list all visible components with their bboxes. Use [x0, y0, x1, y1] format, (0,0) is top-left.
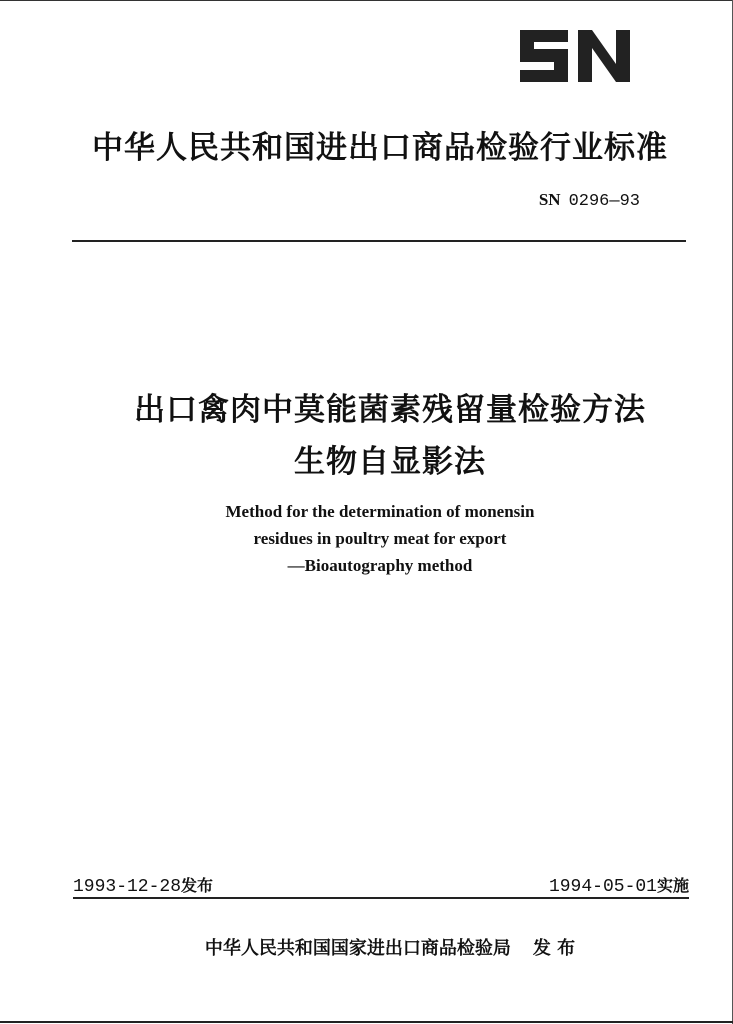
- sn-logo-icon: [516, 24, 634, 86]
- chinese-title-line-2: 生物自显影法: [294, 444, 486, 480]
- implement-date-suffix: 实施: [656, 876, 689, 895]
- english-title-line-1: Method for the determination of monensin: [225, 502, 535, 521]
- header-divider: [72, 240, 686, 242]
- standard-code: 0296—93: [568, 192, 640, 211]
- english-title-line-3: —Bioautography method: [287, 556, 473, 575]
- english-title-line-2: residues in poultry meat for export: [253, 529, 507, 548]
- page-edge-bottom: [0, 1021, 733, 1023]
- publisher-line: [40, 934, 733, 960]
- issue-date: [73, 873, 213, 897]
- date-row: [73, 873, 689, 897]
- publish-word: 发 布: [532, 938, 576, 959]
- issuing-category-title: 中华人民共和国进出口商品检验行业标准: [92, 130, 668, 166]
- publisher-name: 中华人民共和国国家进出口商品检验局: [204, 938, 511, 959]
- issue-date-suffix: 发布: [181, 876, 214, 895]
- page-edge-top: [0, 0, 733, 1]
- implement-date-value: 1994-05-01: [548, 877, 657, 897]
- english-title: [60, 498, 700, 579]
- implement-date: [549, 873, 689, 897]
- chinese-title-line-1: 出口禽肉中莫能菌素残留量检验方法: [134, 392, 646, 428]
- standard-prefix: SN: [538, 190, 561, 209]
- issue-date-value: 1993-12-28: [73, 877, 182, 897]
- footer-divider: [73, 897, 689, 899]
- standard-number: [480, 190, 640, 211]
